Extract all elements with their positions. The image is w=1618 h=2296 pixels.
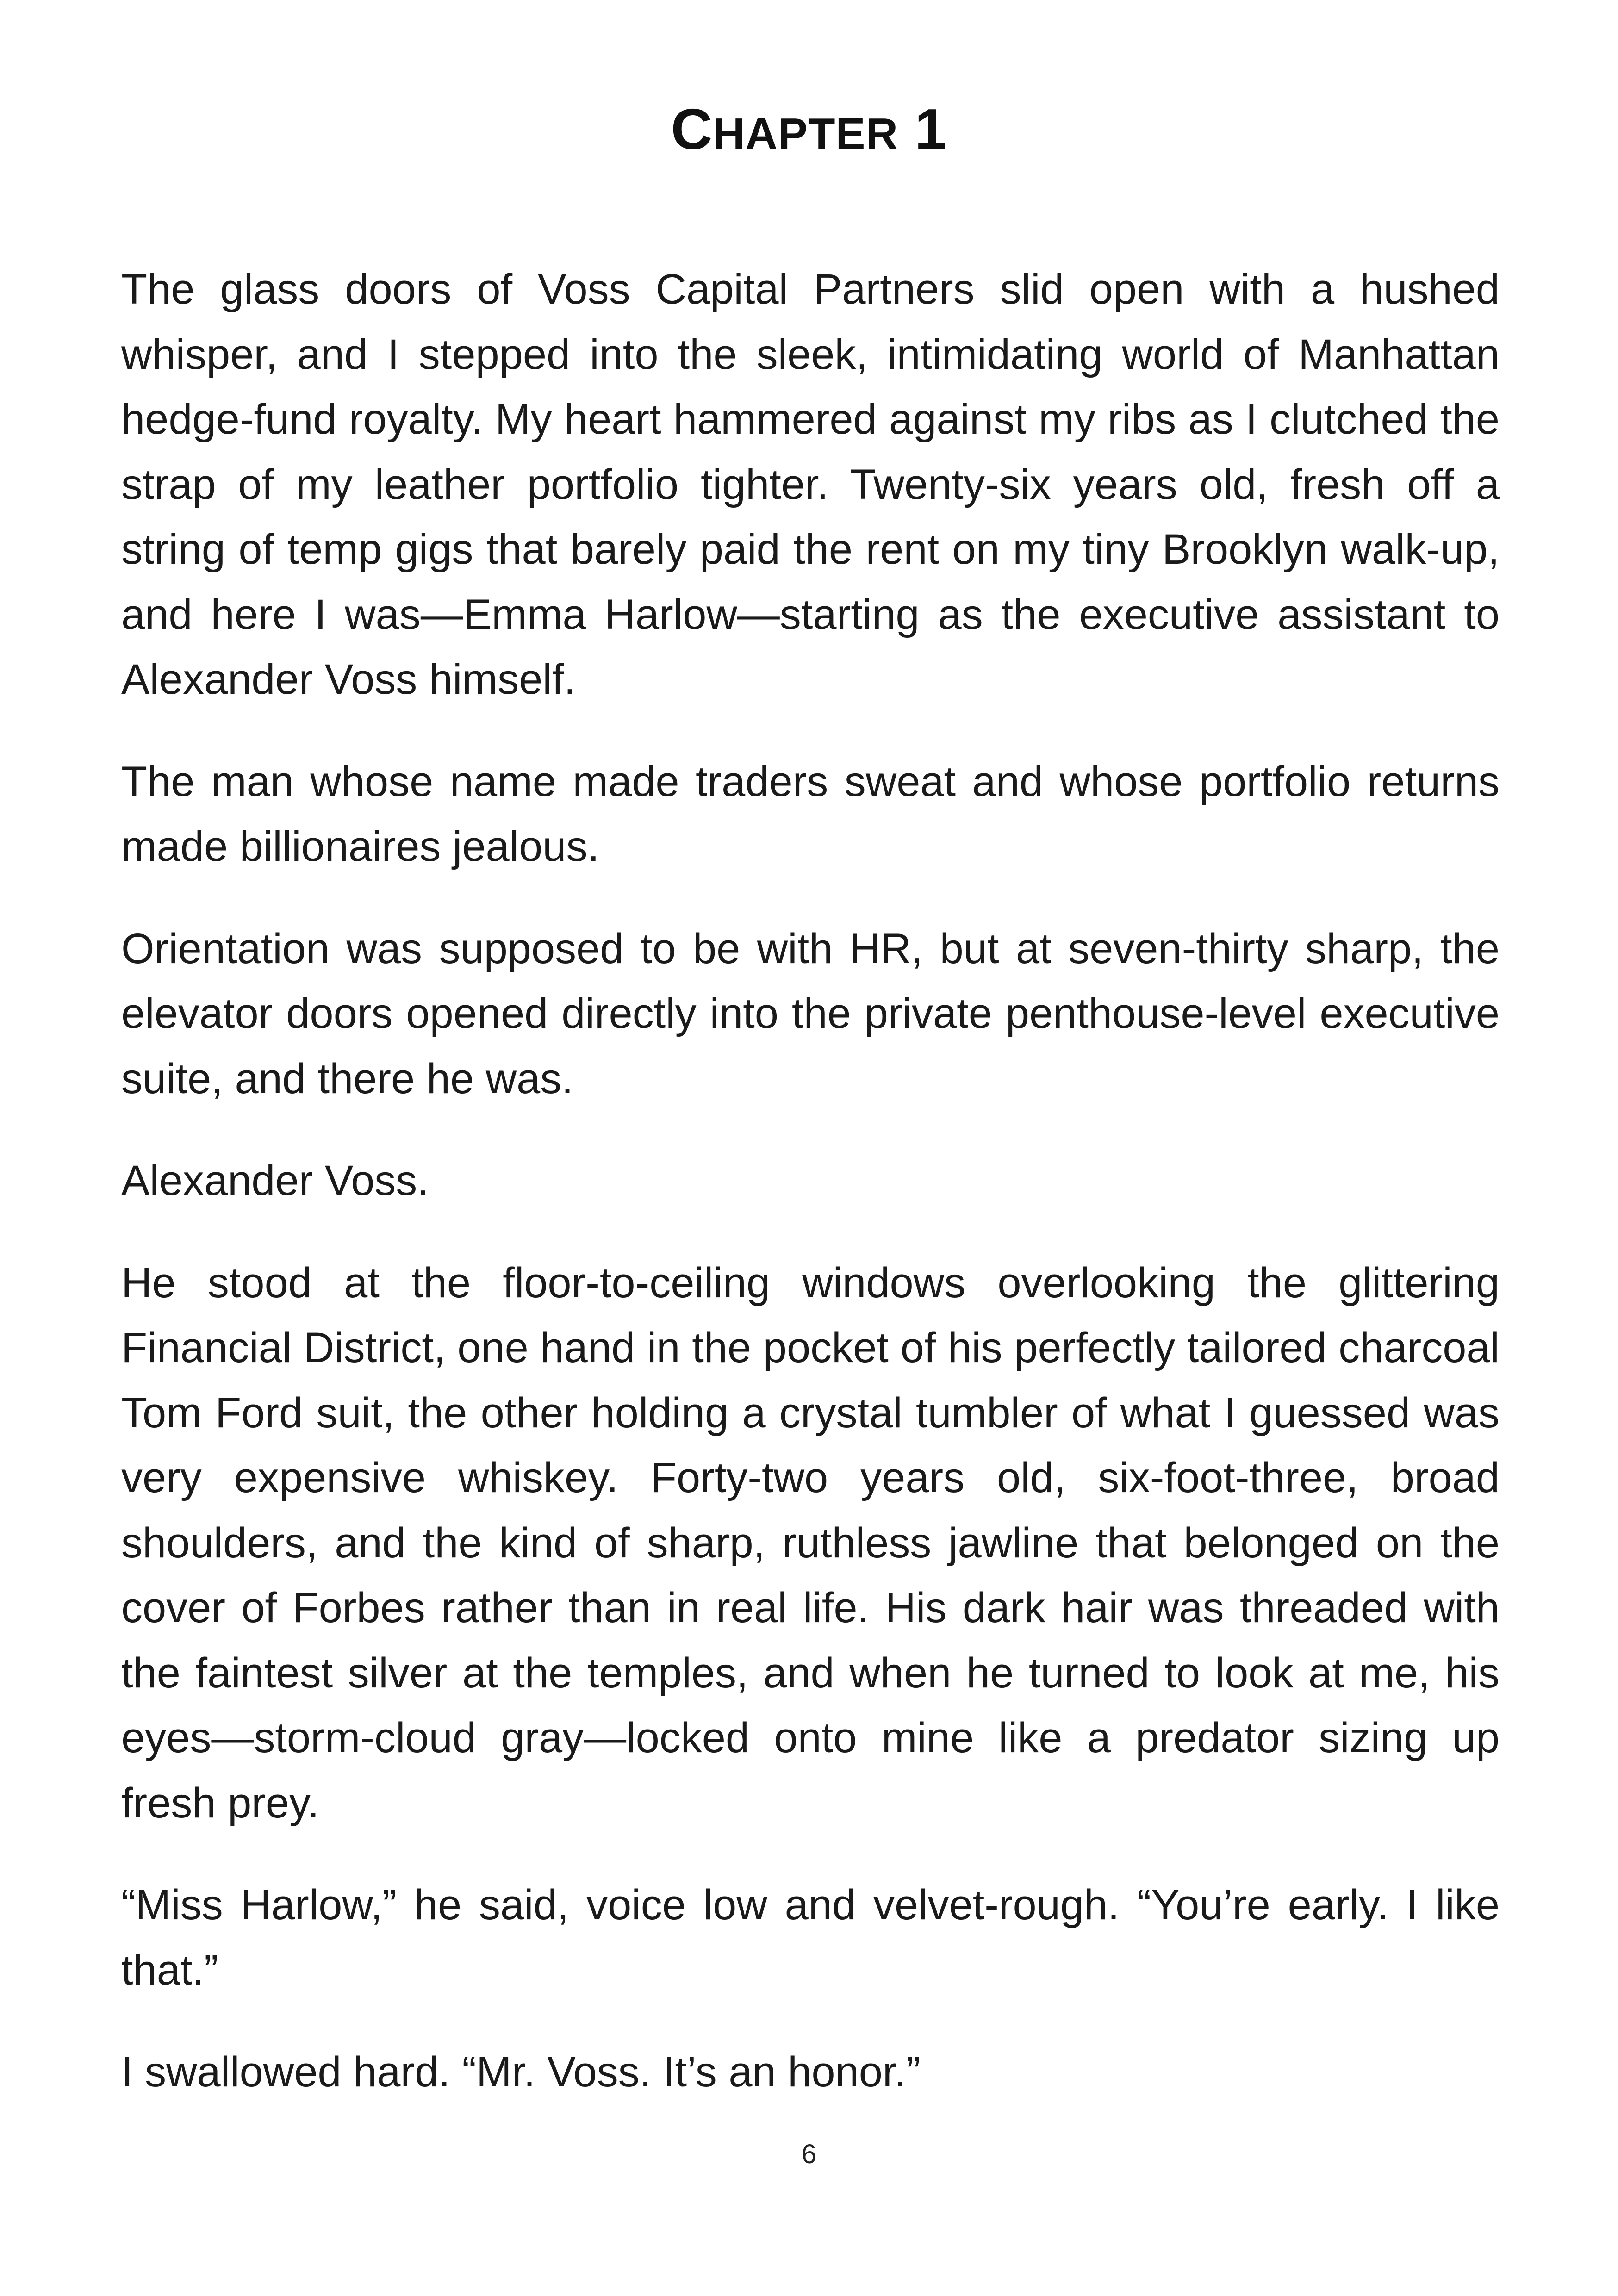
chapter-heading-initial: C: [671, 98, 713, 162]
chapter-heading-word: HAPTER: [713, 109, 898, 159]
paragraph: The glass doors of Voss Capital Partners slid open with a hushed whisper, and I stepped into the sleek, intimidating world of Manhattan hedge-fund royalty. My heart hammered against my ribs as I clutched the strap of my leather portfolio tighter. Twenty-six years old, fresh off a string of temp gigs that barely paid the rent on my tiny Brooklyn walk-up, and here I was—Emma Harlow—starting as the executive assistant to Alexander Voss himself.: [121, 266, 1500, 703]
paragraph: He stood at the floor-to-ceiling windows overlooking the glittering Financial District, one hand in the pocket of his perfectly tailored charcoal Tom Ford suit, the other holding a crystal tumbler of what I guessed was very expensive whiskey. Forty-two years old, six-foot-three, broad shoulders, and the kind of sharp, ruthless jawline that belonged on the cover of Forbes rather than in real life. His dark hair was threaded with the faintest silver at the temples, and when he turned to look at me, his eyes—storm-cloud gray—locked onto mine like a predator sizing up fresh prey.: [121, 1259, 1500, 1827]
paragraph: Alexander Voss.: [121, 1157, 429, 1204]
chapter-heading: [0, 93, 1618, 171]
chapter-body: [121, 257, 1500, 2142]
paragraph: Orientation was supposed to be with HR, but at seven-thirty sharp, the elevator doors opened directly into the private penthouse-level executive suite, and there he was.: [121, 925, 1500, 1102]
chapter-heading-number: 1: [915, 98, 947, 162]
paragraph: “Miss Harlow,” he said, voice low and velvet-rough. “You’re early. I like that.”: [121, 1881, 1500, 1994]
paragraph: I swallowed hard. “Mr. Voss. It’s an honor.”: [121, 2048, 921, 2096]
page-number: 6: [801, 2139, 817, 2169]
paragraph: The man whose name made traders sweat and whose portfolio returns made billionaires jealous.: [121, 758, 1500, 870]
